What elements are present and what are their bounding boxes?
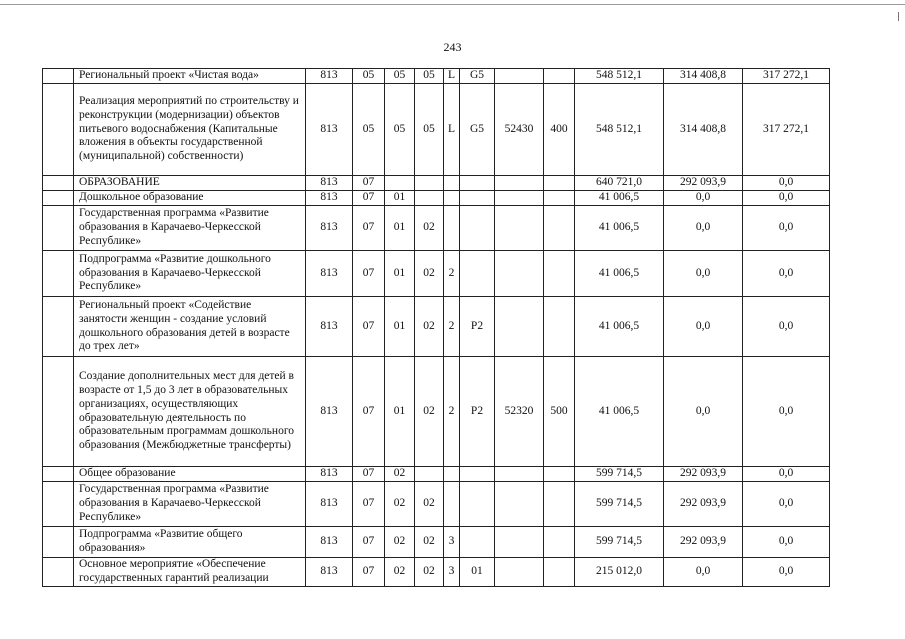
program-code bbox=[415, 176, 444, 191]
amount-year-2: 0,0 bbox=[664, 558, 743, 587]
expense-type-code: 400 bbox=[544, 84, 575, 176]
section-code: 05 bbox=[353, 69, 385, 84]
amount-year-2: 314 408,8 bbox=[664, 69, 743, 84]
event-code bbox=[460, 176, 495, 191]
subsection-code: 01 bbox=[385, 297, 415, 357]
amount-year-1: 640 721,0 bbox=[575, 176, 664, 191]
direction-code: 52430 bbox=[495, 84, 544, 176]
subprogram-code: L bbox=[444, 69, 460, 84]
table-row bbox=[43, 191, 830, 206]
amount-year-2: 292 093,9 bbox=[664, 176, 743, 191]
expense-type-code bbox=[544, 558, 575, 587]
amount-year-3: 0,0 bbox=[743, 467, 830, 482]
expense-type-code bbox=[544, 467, 575, 482]
grbs-code: 813 bbox=[306, 69, 353, 84]
subprogram-code bbox=[444, 206, 460, 251]
amount-year-1: 599 714,5 bbox=[575, 467, 664, 482]
event-code bbox=[460, 467, 495, 482]
row-name: Подпрограмма «Развитие дошкольного образования в Карачаево-Черкесской Республике» bbox=[74, 251, 306, 297]
table-row bbox=[43, 297, 830, 357]
grbs-code: 813 bbox=[306, 527, 353, 558]
grbs-code: 813 bbox=[306, 84, 353, 176]
section-code: 07 bbox=[353, 251, 385, 297]
program-code: 02 bbox=[415, 482, 444, 527]
subsection-code: 01 bbox=[385, 251, 415, 297]
event-code bbox=[460, 251, 495, 297]
table-row bbox=[43, 558, 830, 587]
section-code: 07 bbox=[353, 297, 385, 357]
table-row bbox=[43, 69, 830, 84]
amount-year-3: 0,0 bbox=[743, 191, 830, 206]
direction-code bbox=[495, 467, 544, 482]
subprogram-code: 2 bbox=[444, 357, 460, 467]
amount-year-1: 215 012,0 bbox=[575, 558, 664, 587]
amount-year-3: 0,0 bbox=[743, 482, 830, 527]
table-row bbox=[43, 251, 830, 297]
amount-year-3: 0,0 bbox=[743, 558, 830, 587]
row-number-cell bbox=[43, 482, 74, 527]
amount-year-3: 0,0 bbox=[743, 527, 830, 558]
amount-year-3: 317 272,1 bbox=[743, 69, 830, 84]
subsection-code: 02 bbox=[385, 467, 415, 482]
section-code: 07 bbox=[353, 357, 385, 467]
subsection-code bbox=[385, 176, 415, 191]
subprogram-code: 3 bbox=[444, 558, 460, 587]
program-code: 02 bbox=[415, 251, 444, 297]
amount-year-2: 0,0 bbox=[664, 357, 743, 467]
amount-year-1: 599 714,5 bbox=[575, 527, 664, 558]
subprogram-code bbox=[444, 191, 460, 206]
section-code: 07 bbox=[353, 176, 385, 191]
amount-year-3: 0,0 bbox=[743, 297, 830, 357]
table-row bbox=[43, 467, 830, 482]
amount-year-2: 292 093,9 bbox=[664, 467, 743, 482]
amount-year-2: 314 408,8 bbox=[664, 84, 743, 176]
direction-code bbox=[495, 69, 544, 84]
row-number-cell bbox=[43, 206, 74, 251]
row-name: Общее образование bbox=[74, 467, 306, 482]
amount-year-2: 292 093,9 bbox=[664, 527, 743, 558]
expense-type-code bbox=[544, 297, 575, 357]
program-code: 02 bbox=[415, 206, 444, 251]
subprogram-code bbox=[444, 467, 460, 482]
section-code: 07 bbox=[353, 206, 385, 251]
amount-year-1: 41 006,5 bbox=[575, 297, 664, 357]
event-code: G5 bbox=[460, 84, 495, 176]
program-code: 02 bbox=[415, 558, 444, 587]
amount-year-1: 548 512,1 bbox=[575, 69, 664, 84]
row-number-cell bbox=[43, 297, 74, 357]
program-code bbox=[415, 191, 444, 206]
direction-code bbox=[495, 251, 544, 297]
direction-code bbox=[495, 176, 544, 191]
row-number-cell bbox=[43, 251, 74, 297]
section-code: 07 bbox=[353, 558, 385, 587]
amount-year-1: 599 714,5 bbox=[575, 482, 664, 527]
section-code: 07 bbox=[353, 482, 385, 527]
program-code: 05 bbox=[415, 69, 444, 84]
row-name: Создание дополнительных мест для детей в возрасте от 1,5 до 3 лет в образовательных организациях, осуществляющих образовательную деятельность по образовательным программам дошкольного образования (Межбюджетные трансферты) bbox=[74, 357, 306, 467]
program-code: 02 bbox=[415, 357, 444, 467]
subprogram-code: 3 bbox=[444, 527, 460, 558]
grbs-code: 813 bbox=[306, 467, 353, 482]
grbs-code: 813 bbox=[306, 251, 353, 297]
event-code bbox=[460, 206, 495, 251]
program-code: 02 bbox=[415, 297, 444, 357]
subsection-code: 05 bbox=[385, 69, 415, 84]
grbs-code: 813 bbox=[306, 482, 353, 527]
expense-type-code bbox=[544, 69, 575, 84]
event-code: P2 bbox=[460, 357, 495, 467]
subprogram-code: 2 bbox=[444, 297, 460, 357]
direction-code bbox=[495, 482, 544, 527]
subsection-code: 02 bbox=[385, 482, 415, 527]
section-code: 07 bbox=[353, 527, 385, 558]
row-number-cell bbox=[43, 176, 74, 191]
event-code bbox=[460, 191, 495, 206]
page-number: 243 bbox=[443, 40, 462, 54]
direction-code: 52320 bbox=[495, 357, 544, 467]
amount-year-1: 41 006,5 bbox=[575, 206, 664, 251]
direction-code bbox=[495, 191, 544, 206]
event-code: G5 bbox=[460, 69, 495, 84]
subsection-code: 01 bbox=[385, 191, 415, 206]
expense-type-code bbox=[544, 251, 575, 297]
amount-year-2: 0,0 bbox=[664, 191, 743, 206]
amount-year-1: 41 006,5 bbox=[575, 191, 664, 206]
row-name: Региональный проект «Чистая вода» bbox=[74, 69, 306, 84]
amount-year-2: 0,0 bbox=[664, 206, 743, 251]
amount-year-3: 317 272,1 bbox=[743, 84, 830, 176]
row-number-cell bbox=[43, 357, 74, 467]
event-code bbox=[460, 482, 495, 527]
amount-year-3: 0,0 bbox=[743, 176, 830, 191]
subprogram-code bbox=[444, 176, 460, 191]
amount-year-2: 0,0 bbox=[664, 297, 743, 357]
program-code: 05 bbox=[415, 84, 444, 176]
row-name: Реализация мероприятий по строительству и реконструкции (модернизации) объектов питьевого водоснабжения (Капитальные вложения в объекты государственной (муниципальной) собственности) bbox=[74, 84, 306, 176]
grbs-code: 813 bbox=[306, 206, 353, 251]
grbs-code: 813 bbox=[306, 558, 353, 587]
row-name: Дошкольное образование bbox=[74, 191, 306, 206]
row-name: Государственная программа «Развитие образования в Карачаево-Черкесской Республике» bbox=[74, 206, 306, 251]
top-border-line bbox=[0, 4, 905, 5]
subsection-code: 05 bbox=[385, 84, 415, 176]
section-code: 07 bbox=[353, 467, 385, 482]
section-code: 05 bbox=[353, 84, 385, 176]
row-number-cell bbox=[43, 467, 74, 482]
amount-year-1: 548 512,1 bbox=[575, 84, 664, 176]
grbs-code: 813 bbox=[306, 357, 353, 467]
event-code: 01 bbox=[460, 558, 495, 587]
row-number-cell bbox=[43, 558, 74, 587]
program-code: 02 bbox=[415, 527, 444, 558]
row-number-cell bbox=[43, 527, 74, 558]
row-name: Подпрограмма «Развитие общего образования» bbox=[74, 527, 306, 558]
subsection-code: 02 bbox=[385, 527, 415, 558]
subprogram-code: 2 bbox=[444, 251, 460, 297]
amount-year-2: 292 093,9 bbox=[664, 482, 743, 527]
subsection-code: 02 bbox=[385, 558, 415, 587]
amount-year-3: 0,0 bbox=[743, 251, 830, 297]
grbs-code: 813 bbox=[306, 176, 353, 191]
row-name: Региональный проект «Содействие занятости женщин - создание условий дошкольного образования детей в возрасте до трех лет» bbox=[74, 297, 306, 357]
subprogram-code: L bbox=[444, 84, 460, 176]
table-row bbox=[43, 176, 830, 191]
subsection-code: 01 bbox=[385, 357, 415, 467]
row-number-cell bbox=[43, 69, 74, 84]
table-row bbox=[43, 357, 830, 467]
event-code bbox=[460, 527, 495, 558]
expense-type-code: 500 bbox=[544, 357, 575, 467]
grbs-code: 813 bbox=[306, 191, 353, 206]
table-row bbox=[43, 206, 830, 251]
edge-mark bbox=[898, 12, 899, 21]
subprogram-code bbox=[444, 482, 460, 527]
row-name: Государственная программа «Развитие образования в Карачаево-Черкесской Республике» bbox=[74, 482, 306, 527]
program-code bbox=[415, 467, 444, 482]
subsection-code: 01 bbox=[385, 206, 415, 251]
amount-year-3: 0,0 bbox=[743, 357, 830, 467]
budget-table bbox=[42, 68, 830, 587]
row-name: ОБРАЗОВАНИЕ bbox=[74, 176, 306, 191]
amount-year-3: 0,0 bbox=[743, 206, 830, 251]
amount-year-2: 0,0 bbox=[664, 251, 743, 297]
row-number-cell bbox=[43, 191, 74, 206]
direction-code bbox=[495, 558, 544, 587]
direction-code bbox=[495, 206, 544, 251]
direction-code bbox=[495, 527, 544, 558]
event-code: P2 bbox=[460, 297, 495, 357]
expense-type-code bbox=[544, 206, 575, 251]
row-name: Основное мероприятие «Обеспечение государственных гарантий реализации bbox=[74, 558, 306, 587]
amount-year-1: 41 006,5 bbox=[575, 357, 664, 467]
section-code: 07 bbox=[353, 191, 385, 206]
expense-type-code bbox=[544, 527, 575, 558]
grbs-code: 813 bbox=[306, 297, 353, 357]
table-row bbox=[43, 84, 830, 176]
amount-year-1: 41 006,5 bbox=[575, 251, 664, 297]
expense-type-code bbox=[544, 482, 575, 527]
table-row bbox=[43, 527, 830, 558]
expense-type-code bbox=[544, 191, 575, 206]
row-number-cell bbox=[43, 84, 74, 176]
table-row bbox=[43, 482, 830, 527]
expense-type-code bbox=[544, 176, 575, 191]
direction-code bbox=[495, 297, 544, 357]
